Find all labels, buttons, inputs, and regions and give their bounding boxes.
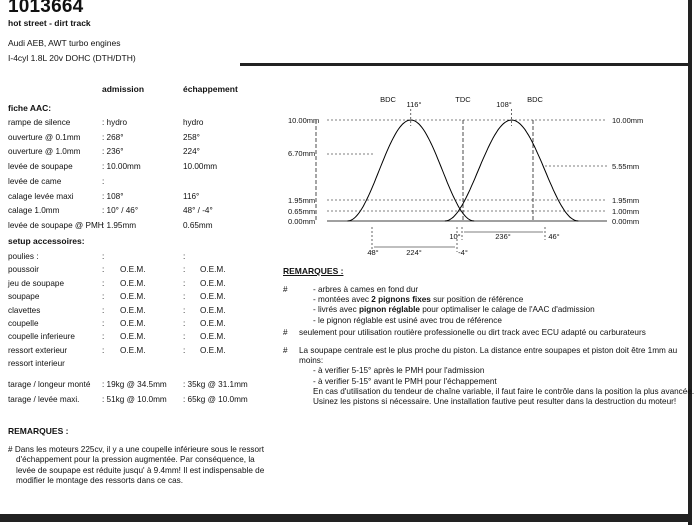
accessory-label: clavettes bbox=[8, 305, 41, 315]
engine-line-1: Audi AEB, AWT turbo engines bbox=[8, 38, 121, 48]
accessory-colon: : bbox=[183, 278, 186, 288]
column-head-exhaust: échappement bbox=[183, 84, 238, 94]
aac-intake-value: : 10° / 46° bbox=[102, 206, 139, 216]
aac-label: calage 1.0mm bbox=[8, 206, 60, 216]
accessory-colon: : bbox=[183, 332, 186, 342]
left-remarks-line: levée de soupape est réduite jusqu' à 9.4mm! Il est indispensable de bbox=[16, 465, 265, 475]
tdc-label: TDC bbox=[455, 95, 471, 104]
left-axis-label: 0.00mm bbox=[288, 217, 316, 226]
accessory-label: coupelle bbox=[8, 319, 39, 328]
accessory-intake-value: O.E.M. bbox=[120, 345, 146, 355]
aac-label: rampe de silence bbox=[8, 118, 71, 127]
remarks-block-3 bbox=[283, 346, 695, 410]
part-number: 1013664 bbox=[8, 0, 84, 17]
aac-intake-value: : 1.95mm bbox=[102, 220, 137, 230]
aac-exhaust-value: 116° bbox=[183, 191, 200, 201]
right-remarks-title: REMARQUES : bbox=[283, 266, 344, 276]
left-remarks-title: REMARQUES : bbox=[8, 426, 69, 436]
subtitle: hot street - dirt track bbox=[8, 18, 91, 28]
angle-label: 48° bbox=[367, 248, 379, 257]
aac-label: calage levée maxi bbox=[8, 191, 74, 201]
aac-exhaust-value: 10.00mm bbox=[183, 162, 218, 172]
accessory-label: poulies : bbox=[8, 252, 39, 261]
aac-exhaust-value: 48° / -4° bbox=[183, 206, 213, 216]
aac-intake-value: : bbox=[102, 176, 105, 186]
left-remarks-line: d'échappement pour la pression augmentée. Par conséquence, la bbox=[16, 455, 255, 465]
remarks-line: - arbres à cames en fond dur bbox=[313, 285, 419, 294]
accessory-intake-value: O.E.M. bbox=[120, 292, 146, 302]
spring-intake-value: : 19kg @ 34.5mm bbox=[102, 380, 167, 389]
left-remarks-line: # Dans les moteurs 225cv, il y a une coupelle inférieure sous le ressort bbox=[8, 445, 265, 454]
aac-intake-value: : 236° bbox=[102, 147, 124, 157]
accessory-exhaust-value: O.E.M. bbox=[200, 319, 226, 328]
remarks-line bbox=[299, 305, 595, 315]
remarks-hash: # bbox=[283, 285, 288, 294]
spring-exhaust-value: : 35kg @ 31.1mm bbox=[183, 380, 248, 389]
spring-label: tarage / longeur monté bbox=[8, 380, 91, 389]
accessories-title: setup accessoires: bbox=[8, 236, 85, 246]
accessory-label: soupape bbox=[8, 292, 40, 302]
left-remarks-body bbox=[8, 445, 276, 487]
accessory-colon: : bbox=[102, 252, 105, 261]
remarks-hash: # bbox=[283, 328, 288, 337]
right-axis-label: 1.00mm bbox=[612, 207, 640, 216]
intake-lift-curve bbox=[445, 120, 579, 221]
remarks-block-1 bbox=[283, 285, 683, 329]
right-axis-label: 1.95mm bbox=[612, 196, 640, 205]
accessory-colon: : bbox=[102, 265, 105, 275]
left-axis-label: 6.70mm bbox=[288, 149, 316, 158]
accessory-label: coupelle inferieure bbox=[8, 332, 75, 342]
accessory-intake-value: O.E.M. bbox=[120, 278, 146, 288]
accessory-label: ressort interieur bbox=[8, 359, 65, 369]
right-axis-label: 0.00mm bbox=[612, 217, 640, 226]
aac-exhaust-value: 224° bbox=[183, 147, 200, 157]
column-head-intake: admission bbox=[102, 84, 145, 94]
peak-label-intake: 108° bbox=[496, 100, 512, 109]
spring-exhaust-value: : 65kg @ 10.0mm bbox=[183, 394, 248, 404]
aac-intake-value: : hydro bbox=[102, 118, 128, 127]
frame-bottom-border bbox=[0, 514, 692, 522]
bdc-label-right: BDC bbox=[527, 95, 543, 104]
frame-top-border bbox=[240, 63, 692, 66]
remarks-line: En cas d'utilisation du tendeur de chaîne variable, il faut faire le contrôle dans la position la plus avancée. bbox=[313, 386, 695, 396]
aac-label: levée de soupape @ PMH bbox=[8, 220, 104, 230]
aac-label: ouverture @ 1.0mm bbox=[8, 147, 81, 157]
accessory-exhaust-value: O.E.M. bbox=[200, 278, 226, 288]
aac-intake-value: : 108° bbox=[102, 191, 124, 201]
remarks-bold: 2 pignons fixes bbox=[371, 295, 431, 305]
accessory-label: jeu de soupape bbox=[8, 278, 64, 288]
remarks-block-2 bbox=[283, 328, 683, 340]
remarks-hash: # bbox=[283, 346, 288, 355]
remarks-line: seulement pour utilisation routière professionelle ou dirt track avec ECU adapté ou carburateurs bbox=[299, 328, 646, 337]
remarks-text: sur position de référence bbox=[430, 295, 524, 305]
accessory-intake-value: O.E.M. bbox=[120, 319, 146, 328]
angle-label: -4° bbox=[458, 248, 468, 257]
accessory-exhaust-value: O.E.M. bbox=[200, 292, 226, 302]
spring-label: tarage / levée maxi. bbox=[8, 394, 80, 404]
left-remarks-line: modifier le montage des ressorts dans ce cas. bbox=[16, 476, 184, 486]
left-axis-label: 0.65mm bbox=[288, 207, 316, 216]
spring-intake-value: : 51kg @ 10.0mm bbox=[102, 394, 167, 404]
aac-intake-value: : 10.00mm bbox=[102, 162, 141, 172]
frame-right-border bbox=[688, 0, 692, 525]
remarks-text: - livrés avec bbox=[313, 305, 359, 315]
engine-line-2: I-4cyl 1.8L 20v DOHC (DTH/DTH) bbox=[8, 53, 136, 63]
accessory-exhaust-value: O.E.M. bbox=[200, 305, 226, 315]
valve-lift-chart bbox=[283, 90, 678, 260]
accessory-colon: : bbox=[102, 345, 105, 355]
aac-exhaust-value: hydro bbox=[183, 118, 204, 127]
remarks-line bbox=[299, 295, 595, 305]
left-axis-label: 10.00mm bbox=[288, 116, 320, 125]
accessory-exhaust-value: O.E.M. bbox=[200, 332, 226, 342]
remarks-line: La soupape centrale est le plus proche du piston. La distance entre soupapes et piston doit être 1mm au bbox=[299, 346, 678, 355]
accessory-exhaust-value: O.E.M. bbox=[200, 345, 226, 355]
peak-label-exhaust: 116° bbox=[406, 100, 422, 109]
remarks-line: Usinez les pistons si nécessaire. Une installation fautive peut resulter dans la destruction du moteur! bbox=[313, 397, 677, 407]
accessory-colon: : bbox=[102, 305, 105, 315]
exhaust-lift-curve bbox=[347, 120, 474, 221]
accessory-intake-value: O.E.M. bbox=[120, 305, 146, 315]
aac-label: ouverture @ 0.1mm bbox=[8, 132, 81, 142]
remarks-text: pour optimaliser le calage de l'AAC d'admission bbox=[419, 305, 595, 315]
angle-label: 46° bbox=[548, 232, 560, 241]
accessory-label: poussoir bbox=[8, 265, 39, 275]
right-axis-label: 5.55mm bbox=[612, 162, 640, 171]
remarks-text: - montées avec bbox=[313, 295, 372, 305]
remarks-line: - le pignon réglable est usiné avec trou de référence bbox=[313, 315, 502, 325]
accessory-colon: : bbox=[102, 332, 105, 342]
left-axis-label: 1.95mm bbox=[288, 196, 316, 205]
angle-label: 224° bbox=[406, 248, 422, 257]
bdc-label-left: BDC bbox=[380, 95, 396, 104]
accessory-colon: : bbox=[183, 292, 186, 302]
accessory-colon: : bbox=[183, 265, 186, 275]
remarks-line: - à verifier 5-15° avant le PMH pour l'échappement bbox=[313, 376, 497, 386]
aac-label: levée de soupape bbox=[8, 162, 73, 172]
aac-exhaust-value: 0.65mm bbox=[183, 220, 213, 230]
aac-label: levée de came bbox=[8, 176, 62, 186]
remarks-line: - à verifier 5-15° après le PMH pour l'admission bbox=[313, 366, 485, 376]
remarks-bold: pignon réglable bbox=[358, 305, 420, 315]
accessory-colon: : bbox=[102, 319, 105, 328]
aac-exhaust-value: 258° bbox=[183, 132, 200, 142]
accessory-exhaust-value: O.E.M. bbox=[200, 265, 226, 275]
aac-title: fiche AAC: bbox=[8, 103, 52, 113]
accessory-intake-value: O.E.M. bbox=[120, 332, 146, 342]
remarks-line: moins: bbox=[299, 356, 324, 366]
aac-intake-value: : 268° bbox=[102, 132, 124, 142]
accessory-colon: : bbox=[183, 252, 186, 261]
angle-label: 10° bbox=[449, 232, 461, 241]
accessory-intake-value: O.E.M. bbox=[120, 265, 146, 275]
angle-label: 236° bbox=[495, 232, 511, 241]
accessory-colon: : bbox=[102, 278, 105, 288]
accessory-colon: : bbox=[183, 305, 186, 315]
accessory-colon: : bbox=[183, 319, 186, 328]
accessory-label: ressort exterieur bbox=[8, 345, 68, 355]
accessory-colon: : bbox=[183, 345, 186, 355]
right-axis-label: 10.00mm bbox=[612, 116, 644, 125]
accessory-colon: : bbox=[102, 292, 105, 302]
